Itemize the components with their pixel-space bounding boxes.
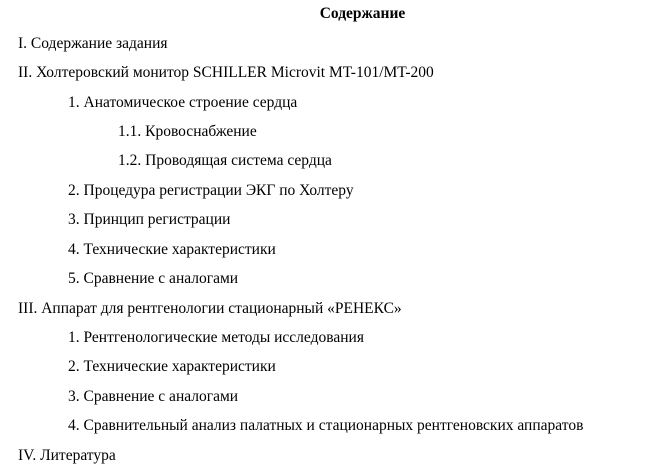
toc-item-3-4: 4. Сравнительный анализ палатных и стационарных рентгеновских аппаратов (68, 417, 584, 434)
toc-section-4: IV. Литература (18, 447, 116, 464)
toc-item-2-4: 4. Технические характеристики (68, 241, 276, 258)
toc-section-2: II. Холтеровский монитор SCHILLER Microvit MT-101/MT-200 (18, 64, 434, 81)
toc-section-3: III. Аппарат для рентгенологии стационарный «РЕНЕКС» (18, 300, 402, 317)
toc-item-2-3: 3. Принцип регистрации (68, 211, 231, 228)
toc-item-3-3: 3. Сравнение с аналогами (68, 388, 239, 405)
toc-item-2-1: 1. Анатомическое строение сердца (68, 94, 298, 111)
toc-title: Содержание (319, 5, 406, 22)
toc-section-1: I. Содержание задания (18, 35, 168, 52)
toc-item-2-1-1: 1.1. Кровоснабжение (118, 123, 257, 140)
toc-item-2-2: 2. Процедура регистрации ЭКГ по Холтеру (68, 182, 354, 199)
toc-item-3-2: 2. Технические характеристики (68, 358, 276, 375)
toc-item-2-1-2: 1.2. Проводящая система сердца (118, 152, 332, 169)
toc-item-2-5: 5. Сравнение с аналогами (68, 270, 239, 287)
toc-item-3-1: 1. Рентгенологические методы исследования (68, 329, 364, 346)
